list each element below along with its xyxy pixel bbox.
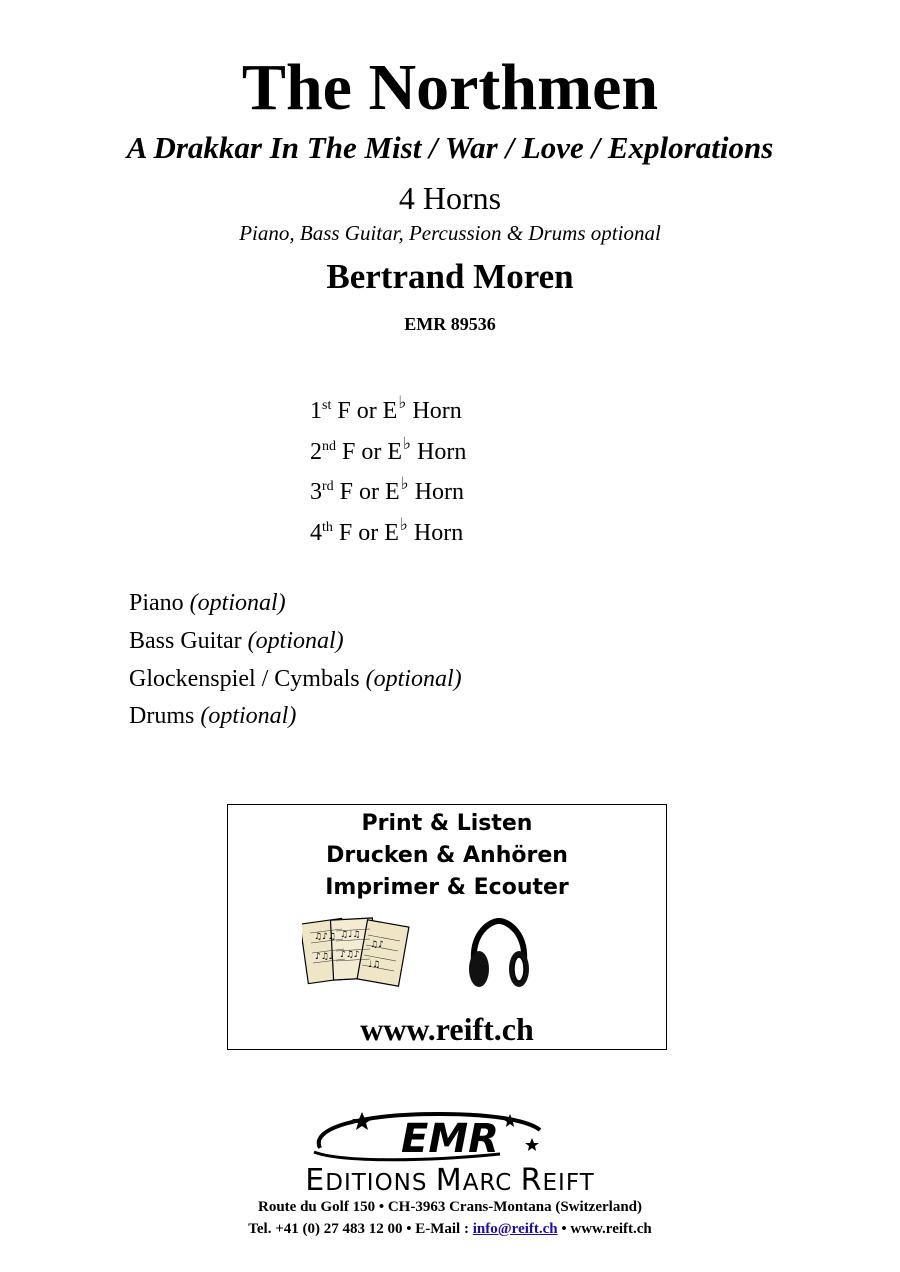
optional-part-item: Bass Guitar (optional) [129,627,344,654]
optional-instruments-note: Piano, Bass Guitar, Percussion & Drums optional [239,221,661,245]
svg-text:♩♫: ♩♫ [368,960,381,970]
ensemble: 4 Horns [398,180,502,216]
email-link[interactable]: info@reift.ch [472,1221,558,1237]
publisher-name: EDITIONS MARC REIFT [305,1163,595,1198]
promo-line-en: Print & Listen [361,811,533,836]
score-title: The Northmen [241,51,659,124]
part-item: 1st F or E♭ Horn [310,393,462,424]
emr-logo [300,1108,600,1164]
promo-url[interactable]: www.reift.ch [360,1011,534,1047]
optional-part-item: Drums (optional) [129,703,297,730]
svg-text:♪♫♩: ♪♫♩ [315,952,334,962]
emr-logo-text: EMR [401,1116,499,1162]
sheet-music-icon [302,913,412,993]
publisher-contact: Tel. +41 (0) 27 483 12 00 • E-Mail : info@reift.ch • www.reift.ch [248,1221,652,1237]
svg-text:♫♪: ♫♪ [370,940,384,950]
print-listen-box[interactable] [227,804,667,1050]
svg-text:♫♪♫: ♫♪♫ [314,932,336,942]
part-item: 3rd F or E♭ Horn [310,474,465,505]
part-item: 4th F or E♭ Horn [310,514,464,546]
optional-part-item: Piano (optional) [129,590,286,616]
score-subtitle: A Drakkar In The Mist / War / Love / Explorations [126,130,774,165]
optional-parts-list [129,585,462,736]
publisher-address: Route du Golf 150 • CH-3963 Crans-Montana (Switzerland) [258,1199,642,1215]
svg-text:♪♫♪: ♪♫♪ [340,950,360,960]
parts-list [310,393,466,555]
catalog-number: EMR 89536 [404,314,496,334]
promo-line-fr: Imprimer & Ecouter [325,875,569,900]
promo-line-de: Drucken & Anhören [326,843,568,868]
headphones-icon [466,917,532,991]
svg-text:♫♩♫: ♫♩♫ [340,930,361,940]
optional-part-item: Glockenspiel / Cymbals (optional) [129,665,462,692]
part-item: 2nd F or E♭ Horn [310,433,467,465]
composer-name: Bertrand Moren [326,257,574,296]
